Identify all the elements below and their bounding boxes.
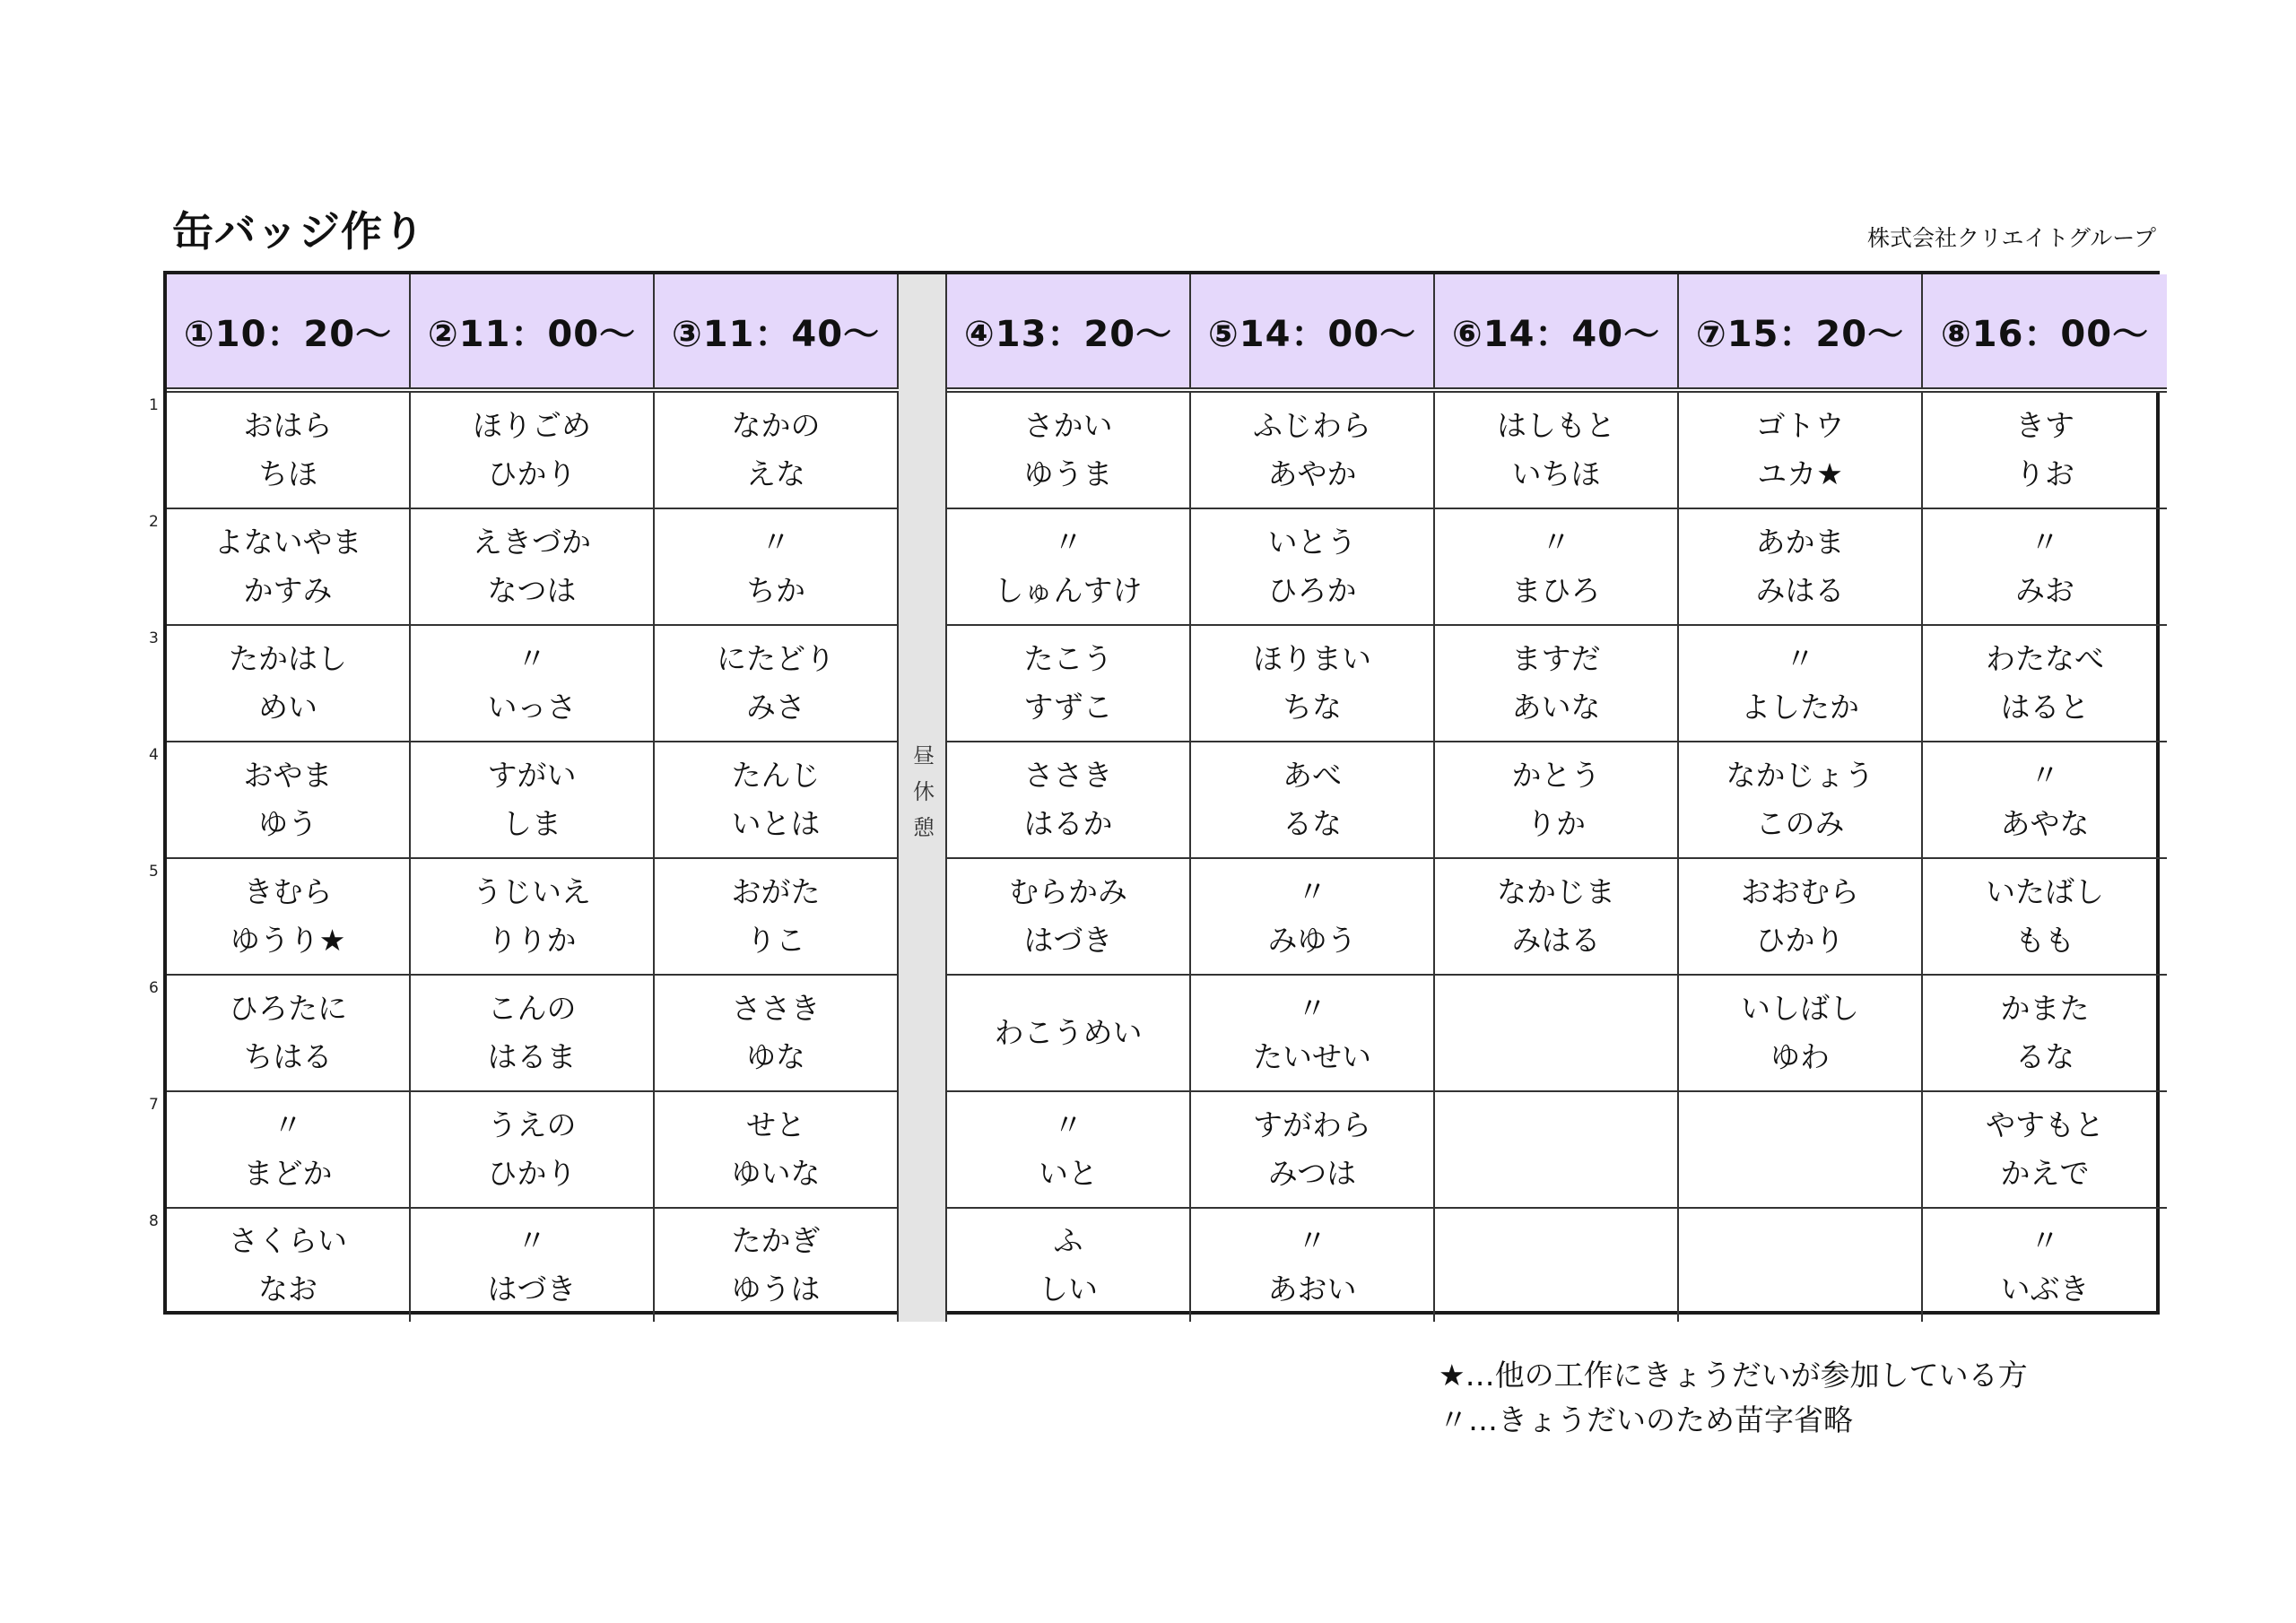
participant-cell — [167, 859, 411, 976]
given-name: はづき — [487, 1271, 577, 1306]
participant-cell — [1679, 626, 1923, 742]
participant-cell — [1923, 509, 2167, 626]
lunch-break-column — [899, 274, 947, 1322]
given-name: りりか — [487, 923, 577, 958]
given-name: ちか — [746, 573, 805, 608]
session-header: ①10：20～ — [167, 274, 411, 387]
given-name: なお — [258, 1271, 317, 1306]
given-name: いちほ — [1511, 456, 1601, 491]
given-name: しま — [502, 806, 561, 841]
family-name: にたどり — [717, 641, 835, 676]
given-name: いとは — [731, 806, 821, 841]
participant-cell — [167, 1209, 411, 1322]
given-name: みゆう — [1267, 923, 1357, 958]
participant-cell — [1679, 509, 1923, 626]
given-name: えな — [746, 456, 805, 491]
given-name: るな — [2015, 1039, 2074, 1074]
participant-cell — [1679, 742, 1923, 859]
family-name: 〃 — [2030, 1223, 2060, 1258]
family-name: あべ — [1283, 758, 1342, 793]
given-name: いっさ — [487, 690, 577, 725]
family-name: ひろたに — [229, 991, 347, 1026]
participant-cell — [947, 1209, 1191, 1322]
given-name: ちな — [1283, 690, 1342, 725]
family-name: ほりごめ — [473, 408, 591, 443]
session-header: ②11：00～ — [411, 274, 655, 387]
family-name: よないやま — [213, 525, 362, 560]
given-name: すずこ — [1023, 690, 1113, 725]
given-name: ゆいな — [731, 1156, 821, 1191]
participant-cell — [1435, 976, 1679, 1092]
participant-cell — [1923, 976, 2167, 1092]
row-number: 6 — [149, 979, 159, 997]
family-name: ささき — [731, 991, 821, 1026]
family-name: はしもと — [1497, 408, 1615, 443]
participant-cell — [1191, 859, 1435, 976]
participant-cell — [947, 742, 1191, 859]
participant-cell — [1435, 742, 1679, 859]
family-name: なかじま — [1497, 874, 1615, 909]
family-name: えきづか — [473, 525, 591, 560]
session-header: ⑤14：00～ — [1191, 274, 1435, 387]
participant-cell — [1679, 976, 1923, 1092]
participant-cell — [655, 859, 899, 976]
participant-cell — [1191, 509, 1435, 626]
company-name: 株式会社クリエイトグループ — [1866, 225, 2156, 251]
family-name: かとう — [1511, 758, 1601, 793]
family-name: ますだ — [1511, 641, 1601, 676]
given-name: ゆうま — [1023, 456, 1113, 491]
given-name: はるま — [487, 1039, 577, 1074]
given-name: ひかり — [487, 456, 577, 491]
family-name: ほりまい — [1253, 641, 1371, 676]
given-name: ユカ★ — [1757, 456, 1843, 491]
given-name: ゆわ — [1770, 1039, 1830, 1074]
given-name: みさ — [746, 690, 805, 725]
participant-cell — [1679, 859, 1923, 976]
given-name: ひろか — [1267, 573, 1357, 608]
given-name: あやか — [1267, 456, 1357, 491]
family-name: 〃 — [1297, 874, 1327, 909]
participant-cell — [411, 976, 655, 1092]
family-name: おおむら — [1741, 874, 1859, 909]
family-name: 〃 — [273, 1107, 303, 1142]
participant-cell — [1435, 393, 1679, 509]
participant-cell — [947, 626, 1191, 742]
given-name: もも — [2015, 923, 2074, 958]
given-name: あいな — [1511, 690, 1601, 725]
participant-cell — [1923, 1092, 2167, 1209]
given-name: ゆな — [746, 1039, 805, 1074]
given-name: よしたか — [1741, 690, 1859, 725]
family-name: 〃 — [1053, 1107, 1083, 1142]
participant-cell — [655, 976, 899, 1092]
family-name: さくらい — [229, 1223, 347, 1258]
page-title: 缶バッジ作り — [172, 207, 425, 256]
family-name: ささき — [1023, 758, 1113, 793]
family-name: 〃 — [1785, 641, 1815, 676]
family-name: すがわら — [1253, 1107, 1371, 1142]
given-name: ひかり — [1755, 923, 1845, 958]
session-header: ③11：40～ — [655, 274, 899, 387]
family-name: あかま — [1755, 525, 1845, 560]
family-name: いとう — [1267, 525, 1357, 560]
given-name: まどか — [243, 1156, 333, 1191]
family-name: わたなべ — [1986, 641, 2104, 676]
given-name: ゆうり★ — [230, 923, 346, 958]
family-name: うじいえ — [473, 874, 591, 909]
participant-cell — [167, 976, 411, 1092]
given-name: みつは — [1267, 1156, 1357, 1191]
participant-cell — [1191, 626, 1435, 742]
participant-cell — [655, 1092, 899, 1209]
given-name: るな — [1283, 806, 1342, 841]
family-name: 〃 — [1541, 525, 1571, 560]
family-name: きむら — [243, 874, 333, 909]
participant-cell — [1191, 1092, 1435, 1209]
family-name: うえの — [487, 1107, 577, 1142]
participant-cell — [947, 393, 1191, 509]
family-name: なかの — [731, 408, 821, 443]
given-name: ひかり — [487, 1156, 577, 1191]
participant-cell — [947, 976, 1191, 1092]
family-name: やすもと — [1986, 1107, 2104, 1142]
given-name: たいせい — [1253, 1039, 1371, 1074]
family-name: 〃 — [1053, 525, 1083, 560]
lunch-break-label: 昼休憩 — [909, 744, 935, 852]
family-name: 〃 — [2030, 525, 2060, 560]
participant-cell — [1679, 393, 1923, 509]
given-name: あやな — [2000, 806, 2090, 841]
family-name: ふ — [1053, 1223, 1083, 1258]
family-name: わこうめい — [994, 1015, 1143, 1050]
participant-cell — [167, 1092, 411, 1209]
family-name: 〃 — [517, 1223, 547, 1258]
participant-cell — [411, 1092, 655, 1209]
given-name: みお — [2015, 573, 2074, 608]
family-name: おやま — [243, 758, 333, 793]
family-name: すがい — [487, 758, 577, 793]
family-name: おはら — [243, 408, 333, 443]
given-name: ちほ — [258, 456, 317, 491]
session-header: ⑧16：00～ — [1923, 274, 2167, 387]
participant-cell — [947, 859, 1191, 976]
session-header: ⑥14：40～ — [1435, 274, 1679, 387]
given-name: はるか — [1023, 806, 1113, 841]
family-name: かまた — [2000, 991, 2090, 1026]
given-name: めい — [258, 690, 317, 725]
given-name: はると — [2000, 690, 2090, 725]
participant-cell — [411, 1209, 655, 1322]
participant-cell — [655, 509, 899, 626]
family-name: 〃 — [517, 641, 547, 676]
session-header: ⑦15：20～ — [1679, 274, 1923, 387]
participant-cell — [411, 742, 655, 859]
participant-cell — [1923, 393, 2167, 509]
given-name: りか — [1526, 806, 1586, 841]
given-name: まひろ — [1511, 573, 1601, 608]
note-ditto: 〃…きょうだいのため苗字省略 — [1439, 1402, 1853, 1437]
given-name: はづき — [1023, 923, 1113, 958]
participant-cell — [167, 393, 411, 509]
session-header: ④13：20～ — [947, 274, 1191, 387]
participant-cell — [167, 626, 411, 742]
participant-cell — [1191, 393, 1435, 509]
family-name: おがた — [731, 874, 821, 909]
participant-cell — [655, 626, 899, 742]
participant-cell — [1191, 742, 1435, 859]
family-name: こんの — [487, 991, 577, 1026]
schedule-table — [163, 271, 2160, 1315]
given-name: かえで — [2000, 1156, 2090, 1191]
participant-cell — [655, 393, 899, 509]
given-name: りお — [2015, 456, 2074, 491]
family-name: なかじょう — [1726, 758, 1874, 793]
participant-cell — [167, 742, 411, 859]
row-number: 3 — [149, 629, 159, 647]
participant-cell — [1435, 859, 1679, 976]
participant-cell — [1679, 1092, 1923, 1209]
participant-cell — [1923, 859, 2167, 976]
given-name: みはる — [1755, 573, 1845, 608]
participant-cell — [1435, 1092, 1679, 1209]
given-name: りこ — [746, 923, 805, 958]
given-name: なつは — [487, 573, 577, 608]
family-name: 〃 — [761, 525, 791, 560]
participant-cell — [1679, 1209, 1923, 1322]
given-name: みはる — [1511, 923, 1601, 958]
family-name: 〃 — [1297, 991, 1327, 1026]
family-name: さかい — [1023, 408, 1113, 443]
row-number: 5 — [149, 863, 159, 881]
participant-cell — [655, 742, 899, 859]
participant-cell — [411, 509, 655, 626]
family-name: たかぎ — [731, 1223, 821, 1258]
participant-cell — [947, 509, 1191, 626]
family-name: せと — [746, 1107, 805, 1142]
family-name: むらかみ — [1009, 874, 1127, 909]
given-name: しゅんすけ — [994, 573, 1143, 608]
participant-cell — [1923, 742, 2167, 859]
given-name: いと — [1039, 1156, 1098, 1191]
participant-cell — [167, 509, 411, 626]
given-name: あおい — [1267, 1271, 1357, 1306]
family-name: 〃 — [2030, 758, 2060, 793]
family-name: きす — [2015, 408, 2074, 443]
participant-cell — [947, 1092, 1191, 1209]
participant-cell — [411, 859, 655, 976]
given-name: ゆうは — [731, 1271, 821, 1306]
row-number: 8 — [149, 1212, 159, 1230]
given-name: ゆう — [258, 806, 317, 841]
family-name: いたばし — [1986, 874, 2104, 909]
participant-cell — [1191, 976, 1435, 1092]
participant-cell — [1923, 1209, 2167, 1322]
family-name: たんじ — [731, 758, 821, 793]
participant-cell — [411, 393, 655, 509]
given-name: かすみ — [243, 573, 333, 608]
participant-cell — [1435, 626, 1679, 742]
given-name: ちはる — [243, 1039, 333, 1074]
family-name: たこう — [1023, 641, 1113, 676]
family-name: ゴトウ — [1755, 408, 1845, 443]
row-number: 7 — [149, 1096, 159, 1114]
family-name: ふじわら — [1253, 408, 1371, 443]
row-number: 2 — [149, 513, 159, 531]
family-name: 〃 — [1297, 1223, 1327, 1258]
given-name: このみ — [1755, 806, 1845, 841]
participant-cell — [1923, 626, 2167, 742]
family-name: たかはし — [229, 641, 347, 676]
given-name: しい — [1039, 1271, 1098, 1306]
participant-cell — [1435, 1209, 1679, 1322]
participant-cell — [1191, 1209, 1435, 1322]
participant-cell — [1435, 509, 1679, 626]
note-star: ★…他の工作にきょうだいが参加している方 — [1439, 1358, 2028, 1393]
row-number: 1 — [149, 396, 159, 414]
participant-cell — [411, 626, 655, 742]
row-number: 4 — [149, 746, 159, 764]
participant-cell — [655, 1209, 899, 1322]
given-name: いぶき — [2000, 1271, 2090, 1306]
family-name: いしばし — [1741, 991, 1859, 1026]
